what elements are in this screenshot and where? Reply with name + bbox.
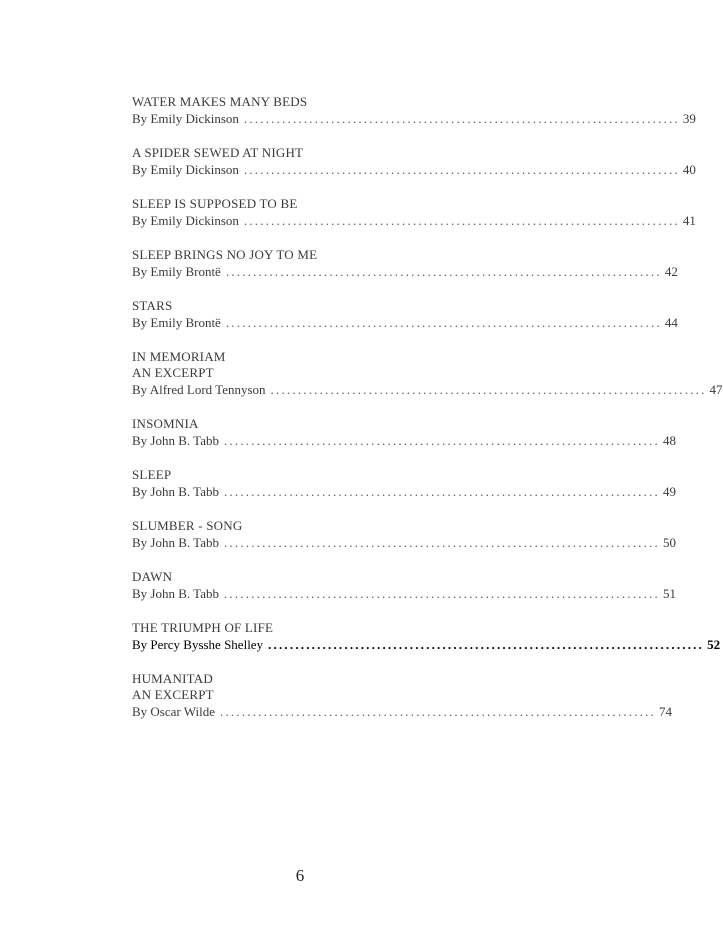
toc-entry-author-name: Emily Brontë: [150, 264, 221, 279]
toc-entry-author-name: Emily Dickinson: [150, 213, 239, 228]
toc-leader-dots: ................................................................................: [268, 637, 705, 652]
toc-entry-author-name: John B. Tabb: [150, 535, 219, 550]
toc-leader-dots: ................................................................................: [270, 382, 707, 397]
toc-entry-author-name: John B. Tabb: [150, 433, 219, 448]
toc-entry[interactable]: [132, 247, 678, 281]
toc-entry-author-name: Percy Bysshe Shelley: [150, 637, 264, 652]
toc-leader-dots: ................................................................................: [243, 111, 680, 126]
toc-entry-author-name: John B. Tabb: [150, 484, 219, 499]
toc-entry-author-line: [132, 212, 696, 230]
toc-entry-page-number: 51: [662, 586, 676, 601]
toc-entry-author-name: John B. Tabb: [150, 586, 219, 601]
toc-entry-author: [132, 703, 215, 721]
toc-entry[interactable]: [132, 145, 696, 179]
toc-entry[interactable]: [132, 569, 676, 603]
toc-entry[interactable]: [132, 349, 723, 399]
toc-entry-page-number: 44: [664, 315, 678, 330]
toc-entry-subtitle: AN EXCERPT: [132, 365, 214, 380]
toc-entry-by-prefix: By: [132, 433, 148, 448]
toc-entry-author: [132, 161, 239, 179]
toc-entry-author-line: [132, 703, 672, 721]
toc-entry-author-name: Emily Brontë: [150, 315, 221, 330]
toc-entry-author: [132, 585, 219, 603]
toc-entry-author-line: [132, 314, 678, 332]
toc-entry-title: IN MEMORIAM: [132, 349, 226, 364]
toc-entry-author: [132, 636, 263, 654]
toc-entry-page-number: 39: [682, 111, 696, 126]
toc-entry-author-line: [132, 585, 676, 603]
toc-entry-page-number: 74: [659, 704, 672, 719]
toc-leader-dots: ................................................................................: [225, 264, 662, 279]
toc-entry-title: SLEEP: [132, 467, 172, 482]
toc-entry-by-prefix: By: [132, 382, 148, 397]
toc-entry-title: DAWN: [132, 569, 173, 584]
toc-entry-author: [132, 432, 219, 450]
toc-entry[interactable]: [132, 94, 696, 128]
toc-entry-author-line: [132, 534, 676, 552]
toc-leader-dots: ................................................................................: [243, 162, 680, 177]
toc-entry-page-number: 40: [682, 162, 696, 177]
toc-entry-author-line: [132, 636, 721, 654]
toc-entry-author: [132, 212, 239, 230]
toc-entry-title: INSOMNIA: [132, 416, 199, 431]
toc-entry-author-name: Alfred Lord Tennyson: [149, 382, 266, 397]
toc-entry-author-name: Emily Dickinson: [150, 111, 239, 126]
toc-leader-dots: ................................................................................: [220, 704, 656, 719]
toc-entry-page-number: 42: [664, 264, 678, 279]
toc-entry-subtitle: AN EXCERPT: [132, 687, 214, 702]
toc-entry[interactable]: [132, 298, 678, 332]
toc-entry-title: HUMANITAD: [132, 671, 213, 686]
toc-entry-author-name: Oscar Wilde: [150, 704, 215, 719]
toc-entry-title: STARS: [132, 298, 173, 313]
toc-entry-title: A SPIDER SEWED AT NIGHT: [132, 145, 304, 160]
toc-entry-by-prefix: By: [132, 484, 148, 499]
toc-entry-by-prefix: By: [132, 213, 148, 228]
toc-entry-author: [132, 314, 221, 332]
toc-entry-by-prefix: By: [132, 162, 148, 177]
toc-entry-title: SLEEP IS SUPPOSED TO BE: [132, 196, 298, 211]
toc-entry-by-prefix: By: [132, 315, 148, 330]
toc-entry-title: SLEEP BRINGS NO JOY TO ME: [132, 247, 318, 262]
toc-entry-page-number: 48: [662, 433, 676, 448]
toc-entry-author-name: Emily Dickinson: [150, 162, 239, 177]
toc-entry[interactable]: [132, 196, 696, 230]
toc-leader-dots: ................................................................................: [223, 535, 660, 550]
toc-entry-title: WATER MAKES MANY BEDS: [132, 94, 308, 109]
toc-entry-author-line: [132, 432, 676, 450]
toc-entry-author: [132, 381, 266, 399]
toc-entry-page-number: 50: [662, 535, 676, 550]
toc-entry-author: [132, 263, 221, 281]
toc-entry-title: SLUMBER - SONG: [132, 518, 243, 533]
toc-entry-by-prefix: By: [132, 111, 148, 126]
toc-entry-by-prefix: By: [132, 586, 148, 601]
toc-entry-author-line: [132, 381, 723, 399]
toc-entry[interactable]: [132, 671, 672, 721]
toc-entry-page-number: 41: [682, 213, 696, 228]
toc-entry-by-prefix: By: [132, 637, 148, 652]
toc-entry[interactable]: [132, 467, 676, 501]
toc-entry-author: [132, 483, 219, 501]
toc-leader-dots: ................................................................................: [223, 433, 660, 448]
toc-entry-author-line: [132, 161, 696, 179]
toc-leader-dots: ................................................................................: [225, 315, 662, 330]
toc-leader-dots: ................................................................................: [243, 213, 680, 228]
toc-entry-page-number: 52: [707, 637, 721, 652]
page-number: 6: [295, 866, 305, 885]
toc-entry-by-prefix: By: [132, 704, 148, 719]
toc-entry[interactable]: [132, 416, 676, 450]
toc-entry-author-line: [132, 263, 678, 281]
toc-entry[interactable]: [132, 620, 721, 654]
toc-entry-author-line: [132, 483, 676, 501]
toc-leader-dots: ................................................................................: [223, 586, 660, 601]
toc-entry[interactable]: [132, 518, 676, 552]
toc-entry-by-prefix: By: [132, 535, 148, 550]
toc-entry-by-prefix: By: [132, 264, 148, 279]
toc-entry-title: THE TRIUMPH OF LIFE: [132, 620, 274, 635]
toc-entry-page-number: 49: [662, 484, 676, 499]
toc-leader-dots: ................................................................................: [223, 484, 660, 499]
toc-entry-author: [132, 534, 219, 552]
toc-entry-author: [132, 110, 239, 128]
table-of-contents: [132, 94, 723, 738]
toc-entry-author-line: [132, 110, 696, 128]
toc-entry-page-number: 47: [709, 382, 723, 397]
